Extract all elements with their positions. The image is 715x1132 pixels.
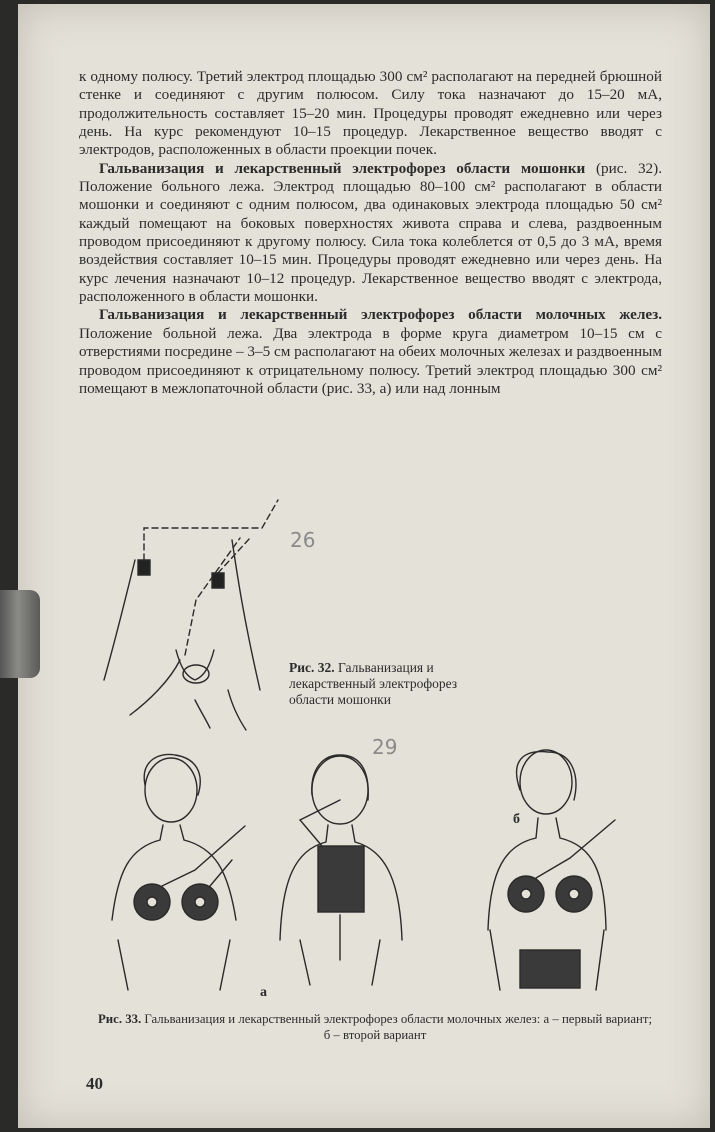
paragraph-1: к одному полюсу. Третий электрод площадью 300 см² располагают на передней брюшной стенке и соединяют с другим полюсом. Силу тока назначают до 15–20 мА, продолжительность составляет 15–20 мин. Процедуры проводят ежедневно или через день. На курс рекомендуют 10–15 процедур. Лекарственное вещество вводят с электродов, расположенных в области проекции почек. (79, 68, 662, 159)
paragraph-2-heading: Гальванизация и лекарственный электрофорез области мошонки (99, 159, 586, 177)
figure-33-caption-label: Рис. 33. (97, 1012, 142, 1026)
figure-33-caption (95, 1011, 655, 1043)
figure-32-caption (289, 660, 479, 708)
figure-32-caption-label: Рис. 32. (289, 660, 335, 675)
figure-32-caption-text: Гальванизация и лекарственный электрофорез области мошонки (289, 660, 458, 707)
paragraph-3-body: Положение больной лежа. Два электрода в форме круга диаметром 10–15 см с отверстиями посредине – 3–5 см располагают на обеих молочных железах и раздвоенным проводом присоединяют к отрицательному полюсу. Третий электрод площадью 300 см² помещают в межлопаточной области (рис. 33, а) или над лонным (79, 324, 662, 397)
figure-33-label-b: б (513, 812, 520, 827)
figure-33b-front-woman (488, 750, 615, 990)
paragraph-3-heading: Гальванизация и лекарственный электрофорез области молочных желез. (99, 306, 662, 324)
handwritten-note-32: 26 (290, 528, 316, 552)
figure-33a-back-woman (280, 755, 402, 985)
page-number: 40 (86, 1074, 103, 1093)
figure-32-drawing (104, 500, 278, 730)
figure-33a-front-woman (112, 754, 245, 990)
paragraph-2-body: (рис. 32). Положение больного лежа. Электрод площадью 80–100 см² располагают в области мошонки и соединяют с одним полюсом, два одинаковых электрода площадью 50 см² каждый помещают на боковых поверхностях живота справа и слева, раздвоенным проводом присоединяют к другому полюсу. Сила тока колеблется от 0,5 до 3 мА, время воздействия составляет 10–15 мин. Процедуры проводят ежедневно или через день. На курс лечения назначают 10–12 процедур. Лекарственное вещество вводят с электрода, расположенного в области мошонки. (79, 159, 663, 306)
handwritten-note-29: 29 (372, 735, 398, 759)
figure-33-caption-text: Гальванизация и лекарственный электрофорез области молочных желез: а – первый вариант; б – второй вариант (141, 1012, 653, 1042)
figure-33-label-a: а (260, 985, 267, 1000)
